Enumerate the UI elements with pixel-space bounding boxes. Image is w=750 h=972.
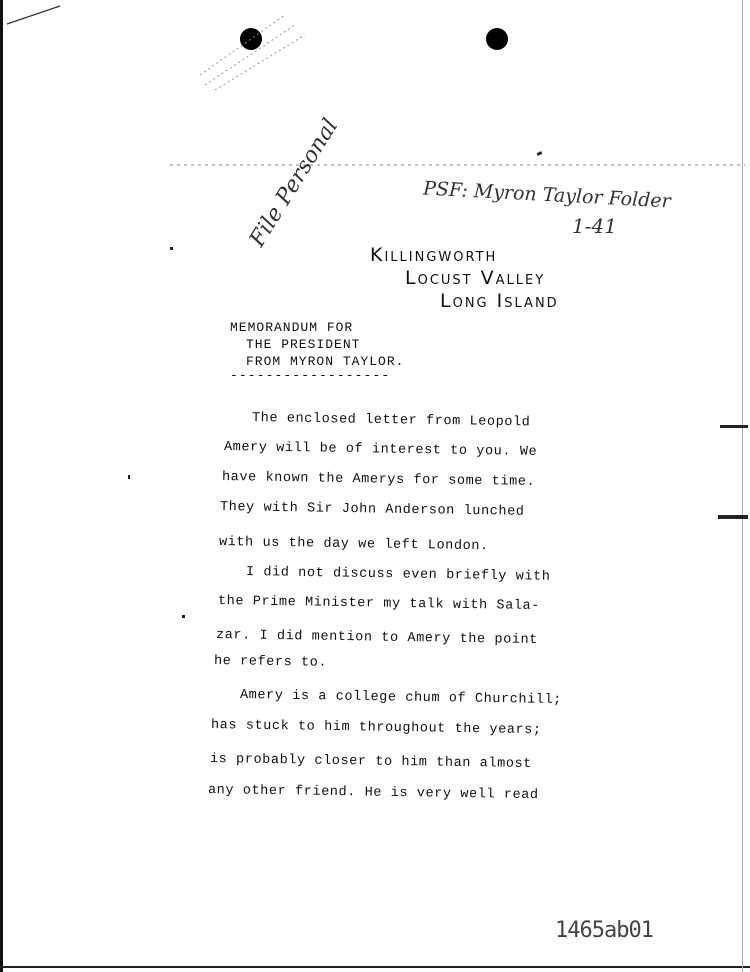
body-line: The enclosed letter from Leopold	[251, 411, 531, 431]
body-line: the Prime Minister my talk with Sala-	[217, 594, 541, 615]
body-line: has stuck to him throughout the years;	[210, 718, 542, 739]
scan-edge-right	[742, 0, 743, 972]
fold-line	[170, 160, 750, 170]
body-line: is probably closer to him than almost	[209, 752, 533, 773]
scan-edge-bottom	[0, 966, 750, 968]
body-line: Amery will be of interest to you. We	[223, 440, 538, 460]
faded-stamp-mark	[195, 5, 315, 95]
body-line: zar. I did mention to Amery the point	[215, 628, 539, 649]
memo-header-line-2: THE PRESIDENT	[246, 337, 361, 352]
speck	[182, 615, 185, 618]
scan-edge-left	[0, 0, 3, 972]
letterhead-line-2: Locust Valley	[405, 267, 546, 289]
speck	[537, 151, 543, 156]
letterhead-line-3: Long Island	[440, 290, 559, 312]
memo-header-line-1: MEMORANDUM FOR	[230, 320, 354, 335]
archive-number: 1465ab01	[555, 918, 653, 943]
handwritten-file-date: 1-41	[572, 214, 617, 238]
punch-hole-right	[486, 28, 508, 50]
body-line: any other friend. He is very well read	[207, 783, 539, 804]
letterhead-line-1: Killingworth	[370, 244, 498, 266]
speck	[720, 425, 748, 428]
speck	[170, 247, 173, 250]
corner-pen-stroke	[5, 2, 65, 27]
body-line: with us the day we left London.	[218, 535, 489, 555]
body-line: have known the Amerys for some time.	[221, 470, 536, 490]
handwritten-file-note: PSF: Myron Taylor Folder	[422, 177, 672, 213]
speck	[128, 475, 130, 479]
body-line: Amery is a college chum of Churchill;	[239, 688, 563, 709]
body-line: he refers to.	[213, 654, 328, 671]
speck	[718, 515, 748, 519]
memo-header-line-3: FROM MYRON TAYLOR.	[246, 354, 405, 369]
handwritten-initials: File Personal	[245, 114, 344, 252]
body-line: I did not discuss even briefly with	[245, 565, 551, 585]
body-line: They with Sir John Anderson lunched	[219, 500, 525, 520]
memo-header-rule: ------------------	[230, 368, 391, 383]
